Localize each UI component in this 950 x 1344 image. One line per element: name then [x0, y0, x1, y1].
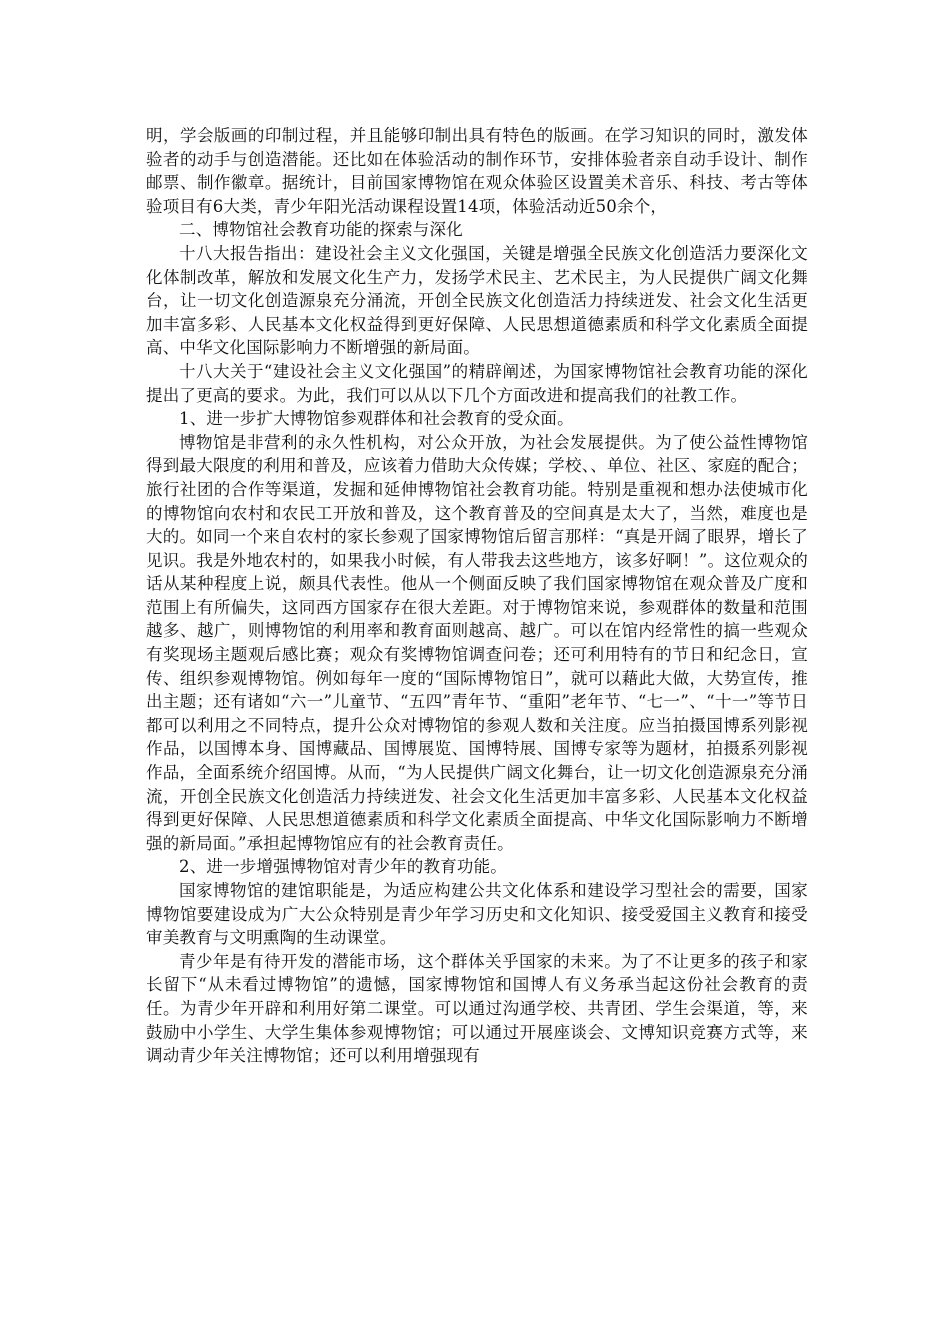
subheading-2: 2、进一步增强博物馆对青少年的教育功能。 [179, 857, 507, 877]
section-heading-2: 二、博物馆社会教育功能的探索与深化 [179, 220, 463, 240]
subheading-1: 1、进一步扩大博物馆参观群体和社会教育的受众面。 [179, 409, 574, 429]
paragraph-continuation: 明，学会版画的印制过程，并且能够印制出具有特色的版画。在学习知识的同时，激发体验者的动手与创造潜能。还比如在体验活动的制作环节，安排体验者亲自动手设计、制作邮票、制作徽章。据统计，目前国家博物馆在观众体验区设置美术音乐、科技、考古等体验项目有6大类，青少年阳光活动课程设置14项，体验活动近50余个， [146, 126, 808, 216]
paragraph-audience: 博物馆是非营利的永久性机构，对公众开放，为社会发展提供。为了使公益性博物馆得到最大限度的利用和普及，应该着力借助大众传媒；学校、、单位、社区、家庭的配合；旅行社团的合作等渠道，发掘和延伸博物馆社会教育功能。特别是重视和想办法使城市化的博物馆向农村和农民工开放和普及，这个教育普及的空间真是太大了，当然，难度也是大的。如同一个来自农村的家长参观了国家博物馆后留言那样：“真是开阔了眼界，增长了见识。我是外地农村的，如果我小时候，有人带我去这些地方，该多好啊！”。这位观众的话从某种程度上说，颇具代表性。他从一个侧面反映了我们国家博物馆在观众普及广度和范围上有所偏失，这同西方国家存在很大差距。对于博物馆来说，参观群体的数量和范围越多、越广，则博物馆的利用率和教育面则越高、越广。可以在馆内经常性的搞一些观众有奖现场主题观后感比赛；观众有奖博物馆调查问卷；还可利用特有的节日和纪念日，宣传、组织参观博物馆。例如每年一度的“国际博物馆日”，就可以藉此大做，大势宣传，推出主题；还有诸如“六一”儿童节、“五四”青年节、“重阳”老年节、“七一”、“十一”等节日都可以利用之不同特点，提升公众对博物馆的参观人数和关注度。应当拍摄国博系列影视作品，以国博本身、国博藏品、国博展览、国博特展、国博专家等为题材，拍摄系列影视作品，全面系统介绍国博。从而，“为人民提供广阔文化舞台，让一切文化创造源泉充分涌流，开创全民族文化创造活力持续迸发、社会文化生活更加丰富多彩、人民基本文化权益得到更好保障、人民思想道德素质和科学文化素质全面提高、中华文化国际影响力不断增强的新局面。”承担起博物馆应有的社会教育责任。 [146, 432, 808, 853]
paragraph-report-quote: 十八大报告指出：建设社会主义文化强国，关键是增强全民族文化创造活力要深化文化体制改革，解放和发展文化生产力，发扬学术民主、艺术民主，为人民提供广阔文化舞台，让一切文化创造源泉充分涌流，开创全民族文化创造活力持续迸发、社会文化生活更加丰富多彩、人民基本文化权益得到更好保障、人民思想道德素质和科学文化素质全面提高、中华文化国际影响力不断增强的新局面。 [146, 243, 808, 358]
paragraph-museum-function: 国家博物馆的建馆职能是，为适应构建公共文化体系和建设学习型社会的需要，国家博物馆要建设成为广大公众特别是青少年学习历史和文化知识、接受爱国主义教育和接受审美教育与文明熏陶的生动课堂。 [146, 881, 808, 948]
document-body [146, 124, 808, 1068]
paragraph-requirements: 十八大关于“建设社会主义文化强国”的精辟阐述，为国家博物馆社会教育功能的深化提出了更高的要求。为此，我们可以从以下几个方面改进和提高我们的社教工作。 [146, 361, 808, 405]
paragraph-youth: 青少年是有待开发的潜能市场，这个群体关乎国家的未来。为了不让更多的孩子和家长留下“从未看过博物馆”的遗憾，国家博物馆和国博人有义务承当起这份社会教育的责任。为青少年开辟和利用好第二课堂。可以通过沟通学校、共青团、学生会渠道，等，来鼓励中小学生、大学生集体参观博物馆；可以通过开展座谈会、文博知识竞赛方式等，来调动青少年关注博物馆；还可以利用增强现有 [146, 951, 808, 1066]
